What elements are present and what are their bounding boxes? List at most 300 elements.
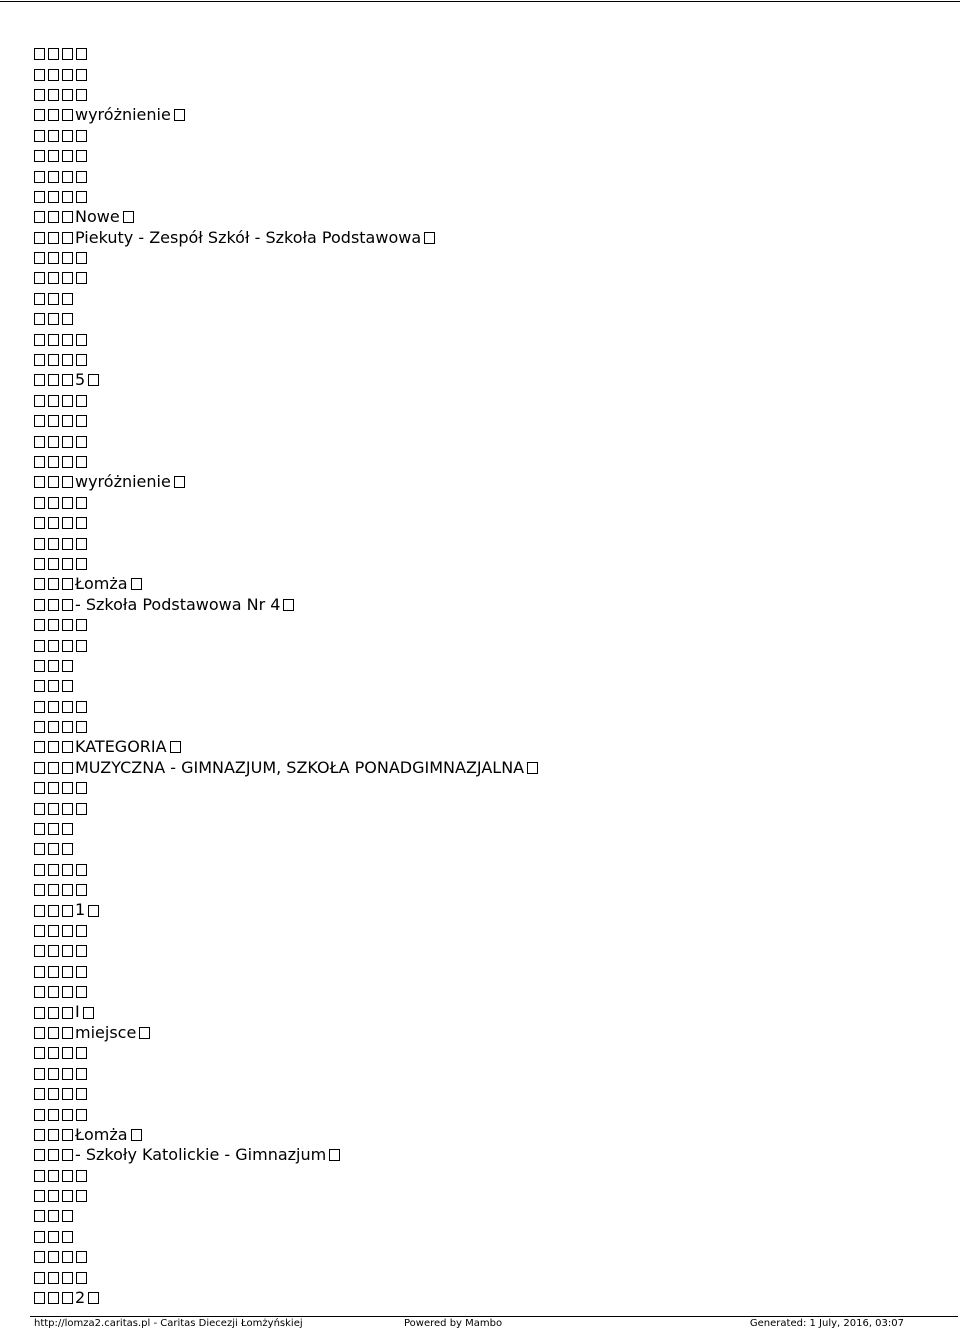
missing-glyph-box-icon (34, 741, 45, 753)
missing-glyph-box-icon (424, 232, 435, 244)
missing-glyph-box-icon (34, 1047, 45, 1059)
missing-glyph-box-icon (62, 762, 73, 774)
missing-glyph-box-icon (34, 762, 45, 774)
missing-glyph-box-icon (34, 660, 45, 672)
missing-glyph-box-icon (76, 864, 87, 876)
missing-glyph-box-icon (62, 701, 73, 713)
missing-glyph-box-icon (62, 1047, 73, 1059)
missing-glyph-box-icon (48, 1251, 59, 1263)
missing-glyph-box-icon (34, 1251, 45, 1263)
text-line (34, 350, 541, 370)
missing-glyph-box-icon (48, 1292, 59, 1304)
missing-glyph-box-icon (48, 945, 59, 957)
missing-glyph-box-icon (34, 1068, 45, 1080)
text-line (34, 656, 541, 676)
missing-glyph-box-icon (48, 211, 59, 223)
missing-glyph-box-icon (48, 925, 59, 937)
missing-glyph-box-icon (88, 1292, 99, 1304)
missing-glyph-box-icon (48, 395, 59, 407)
text-line (34, 860, 541, 880)
text-line (34, 411, 541, 431)
missing-glyph-box-icon (76, 395, 87, 407)
missing-glyph-box-icon (48, 966, 59, 978)
missing-glyph-box-icon (62, 109, 73, 121)
missing-glyph-box-icon (170, 741, 181, 753)
missing-glyph-box-icon (34, 1109, 45, 1121)
line-text: Łomża (75, 574, 128, 594)
missing-glyph-box-icon (76, 986, 87, 998)
missing-glyph-box-icon (76, 191, 87, 203)
missing-glyph-box-icon (62, 640, 73, 652)
text-line (34, 880, 541, 900)
document-body (34, 44, 541, 1308)
missing-glyph-box-icon (34, 986, 45, 998)
missing-glyph-box-icon (34, 578, 45, 590)
text-line (34, 391, 541, 411)
text-line (34, 839, 541, 859)
text-line (34, 309, 541, 329)
text-line (34, 737, 541, 757)
missing-glyph-box-icon (48, 313, 59, 325)
missing-glyph-box-icon (34, 313, 45, 325)
missing-glyph-box-icon (62, 476, 73, 488)
missing-glyph-box-icon (34, 701, 45, 713)
missing-glyph-box-icon (62, 1088, 73, 1100)
missing-glyph-box-icon (62, 293, 73, 305)
missing-glyph-box-icon (76, 497, 87, 509)
missing-glyph-box-icon (48, 374, 59, 386)
page-footer (34, 1318, 904, 1330)
missing-glyph-box-icon (48, 1047, 59, 1059)
line-text: KATEGORIA (75, 737, 167, 757)
missing-glyph-box-icon (34, 1007, 45, 1019)
missing-glyph-box-icon (62, 538, 73, 550)
missing-glyph-box-icon (34, 415, 45, 427)
missing-glyph-box-icon (34, 721, 45, 733)
missing-glyph-box-icon (48, 436, 59, 448)
missing-glyph-box-icon (62, 599, 73, 611)
missing-glyph-box-icon (76, 538, 87, 550)
missing-glyph-box-icon (48, 171, 59, 183)
missing-glyph-box-icon (62, 782, 73, 794)
missing-glyph-box-icon (83, 1007, 94, 1019)
footer-powered-by: Powered by Mambo (404, 1318, 503, 1329)
missing-glyph-box-icon (34, 803, 45, 815)
missing-glyph-box-icon (76, 640, 87, 652)
text-line (34, 493, 541, 513)
missing-glyph-box-icon (62, 986, 73, 998)
missing-glyph-box-icon (48, 476, 59, 488)
text-line (34, 1002, 541, 1022)
missing-glyph-box-icon (34, 456, 45, 468)
missing-glyph-box-icon (62, 1007, 73, 1019)
missing-glyph-box-icon (48, 701, 59, 713)
missing-glyph-box-icon (34, 1088, 45, 1100)
footer-rule (30, 1316, 958, 1317)
text-line (34, 697, 541, 717)
text-line (34, 1125, 541, 1145)
missing-glyph-box-icon (62, 89, 73, 101)
text-line (34, 187, 541, 207)
missing-glyph-box-icon (76, 1068, 87, 1080)
text-line (34, 798, 541, 818)
text-line (34, 1186, 541, 1206)
line-text: wyróżnienie (75, 472, 171, 492)
text-line (34, 431, 541, 451)
missing-glyph-box-icon (76, 415, 87, 427)
missing-glyph-box-icon (62, 313, 73, 325)
text-line (34, 941, 541, 961)
missing-glyph-box-icon (34, 436, 45, 448)
missing-glyph-box-icon (62, 966, 73, 978)
missing-glyph-box-icon (76, 150, 87, 162)
missing-glyph-box-icon (48, 558, 59, 570)
missing-glyph-box-icon (48, 69, 59, 81)
text-line (34, 900, 541, 920)
missing-glyph-box-icon (76, 1047, 87, 1059)
missing-glyph-box-icon (76, 69, 87, 81)
missing-glyph-box-icon (48, 640, 59, 652)
missing-glyph-box-icon (34, 354, 45, 366)
top-rule (0, 1, 960, 2)
missing-glyph-box-icon (48, 741, 59, 753)
missing-glyph-box-icon (48, 497, 59, 509)
missing-glyph-box-icon (76, 89, 87, 101)
missing-glyph-box-icon (34, 1149, 45, 1161)
text-line (34, 615, 541, 635)
missing-glyph-box-icon (329, 1149, 340, 1161)
missing-glyph-box-icon (48, 843, 59, 855)
text-line (34, 1023, 541, 1043)
missing-glyph-box-icon (76, 1170, 87, 1182)
missing-glyph-box-icon (34, 109, 45, 121)
text-line (34, 452, 541, 472)
text-line (34, 1084, 541, 1104)
text-line (34, 717, 541, 737)
missing-glyph-box-icon (48, 538, 59, 550)
missing-glyph-box-icon (48, 823, 59, 835)
missing-glyph-box-icon (48, 680, 59, 692)
missing-glyph-box-icon (76, 1088, 87, 1100)
missing-glyph-box-icon (62, 741, 73, 753)
missing-glyph-box-icon (34, 1272, 45, 1284)
text-line (34, 1145, 541, 1165)
missing-glyph-box-icon (34, 1129, 45, 1141)
text-line (34, 1206, 541, 1226)
missing-glyph-box-icon (34, 150, 45, 162)
missing-glyph-box-icon (48, 1007, 59, 1019)
missing-glyph-box-icon (62, 272, 73, 284)
missing-glyph-box-icon (62, 517, 73, 529)
missing-glyph-box-icon (34, 1027, 45, 1039)
footer-generated-date: Generated: 1 July, 2016, 03:07 (749, 1318, 904, 1329)
missing-glyph-box-icon (48, 48, 59, 60)
missing-glyph-box-icon (62, 905, 73, 917)
missing-glyph-box-icon (48, 150, 59, 162)
missing-glyph-box-icon (34, 925, 45, 937)
missing-glyph-box-icon (48, 1190, 59, 1202)
missing-glyph-box-icon (62, 395, 73, 407)
missing-glyph-box-icon (62, 864, 73, 876)
text-line (34, 370, 541, 390)
text-line (34, 268, 541, 288)
text-line (34, 574, 541, 594)
missing-glyph-box-icon (131, 1129, 142, 1141)
text-line (34, 595, 541, 615)
missing-glyph-box-icon (48, 884, 59, 896)
missing-glyph-box-icon (76, 558, 87, 570)
missing-glyph-box-icon (34, 884, 45, 896)
missing-glyph-box-icon (76, 1190, 87, 1202)
missing-glyph-box-icon (48, 293, 59, 305)
text-line (34, 1104, 541, 1124)
missing-glyph-box-icon (34, 69, 45, 81)
missing-glyph-box-icon (76, 130, 87, 142)
text-line (34, 635, 541, 655)
text-line (34, 289, 541, 309)
missing-glyph-box-icon (34, 334, 45, 346)
missing-glyph-box-icon (76, 334, 87, 346)
text-line (34, 676, 541, 696)
missing-glyph-box-icon (76, 456, 87, 468)
text-line (34, 85, 541, 105)
missing-glyph-box-icon (123, 211, 134, 223)
missing-glyph-box-icon (62, 1251, 73, 1263)
missing-glyph-box-icon (88, 374, 99, 386)
missing-glyph-box-icon (48, 599, 59, 611)
missing-glyph-box-icon (62, 232, 73, 244)
missing-glyph-box-icon (48, 1231, 59, 1243)
missing-glyph-box-icon (76, 701, 87, 713)
missing-glyph-box-icon (62, 1170, 73, 1182)
missing-glyph-box-icon (62, 1292, 73, 1304)
missing-glyph-box-icon (48, 415, 59, 427)
missing-glyph-box-icon (48, 109, 59, 121)
missing-glyph-box-icon (76, 436, 87, 448)
missing-glyph-box-icon (34, 191, 45, 203)
missing-glyph-box-icon (131, 578, 142, 590)
missing-glyph-box-icon (34, 1190, 45, 1202)
text-line (34, 146, 541, 166)
missing-glyph-box-icon (76, 803, 87, 815)
missing-glyph-box-icon (48, 456, 59, 468)
text-line (34, 1165, 541, 1185)
missing-glyph-box-icon (34, 272, 45, 284)
missing-glyph-box-icon (62, 374, 73, 386)
text-line (34, 513, 541, 533)
missing-glyph-box-icon (48, 1027, 59, 1039)
missing-glyph-box-icon (48, 721, 59, 733)
missing-glyph-box-icon (62, 803, 73, 815)
missing-glyph-box-icon (34, 905, 45, 917)
missing-glyph-box-icon (62, 1190, 73, 1202)
missing-glyph-box-icon (62, 436, 73, 448)
missing-glyph-box-icon (76, 517, 87, 529)
footer-site-url[interactable]: http://lomza2.caritas.pl - Caritas Diecezji Łomżyńskiej (34, 1318, 303, 1329)
missing-glyph-box-icon (62, 48, 73, 60)
missing-glyph-box-icon (34, 558, 45, 570)
missing-glyph-box-icon (76, 1251, 87, 1263)
missing-glyph-box-icon (76, 782, 87, 794)
text-line (34, 207, 541, 227)
missing-glyph-box-icon (48, 1272, 59, 1284)
missing-glyph-box-icon (62, 823, 73, 835)
missing-glyph-box-icon (62, 334, 73, 346)
text-line (34, 1247, 541, 1267)
missing-glyph-box-icon (48, 130, 59, 142)
missing-glyph-box-icon (48, 762, 59, 774)
missing-glyph-box-icon (34, 476, 45, 488)
missing-glyph-box-icon (62, 415, 73, 427)
missing-glyph-box-icon (62, 497, 73, 509)
missing-glyph-box-icon (48, 905, 59, 917)
missing-glyph-box-icon (34, 864, 45, 876)
missing-glyph-box-icon (48, 191, 59, 203)
missing-glyph-box-icon (48, 272, 59, 284)
missing-glyph-box-icon (34, 843, 45, 855)
missing-glyph-box-icon (34, 232, 45, 244)
missing-glyph-box-icon (34, 1210, 45, 1222)
missing-glyph-box-icon (62, 843, 73, 855)
text-line (34, 166, 541, 186)
line-text: I (75, 1002, 80, 1022)
missing-glyph-box-icon (34, 640, 45, 652)
text-line (34, 1288, 541, 1308)
missing-glyph-box-icon (34, 945, 45, 957)
missing-glyph-box-icon (48, 1129, 59, 1141)
missing-glyph-box-icon (34, 1170, 45, 1182)
missing-glyph-box-icon (34, 89, 45, 101)
text-line (34, 228, 541, 248)
missing-glyph-box-icon (62, 1129, 73, 1141)
text-line (34, 758, 541, 778)
missing-glyph-box-icon (62, 211, 73, 223)
missing-glyph-box-icon (62, 1149, 73, 1161)
missing-glyph-box-icon (76, 925, 87, 937)
missing-glyph-box-icon (62, 150, 73, 162)
line-text: - Szkoły Katolickie - Gimnazjum (75, 1145, 327, 1165)
missing-glyph-box-icon (76, 966, 87, 978)
text-line (34, 533, 541, 553)
missing-glyph-box-icon (34, 48, 45, 60)
text-line (34, 554, 541, 574)
missing-glyph-box-icon (48, 1088, 59, 1100)
line-text: Piekuty - Zespół Szkół - Szkoła Podstawowa (75, 227, 422, 247)
missing-glyph-box-icon (48, 517, 59, 529)
missing-glyph-box-icon (283, 599, 294, 611)
missing-glyph-box-icon (48, 1149, 59, 1161)
missing-glyph-box-icon (34, 680, 45, 692)
text-line (34, 921, 541, 941)
missing-glyph-box-icon (34, 252, 45, 264)
missing-glyph-box-icon (34, 171, 45, 183)
text-line (34, 105, 541, 125)
missing-glyph-box-icon (62, 925, 73, 937)
missing-glyph-box-icon (62, 884, 73, 896)
missing-glyph-box-icon (34, 823, 45, 835)
missing-glyph-box-icon (62, 1210, 73, 1222)
missing-glyph-box-icon (62, 619, 73, 631)
missing-glyph-box-icon (76, 1272, 87, 1284)
text-line (34, 962, 541, 982)
missing-glyph-box-icon (62, 1231, 73, 1243)
missing-glyph-box-icon (174, 476, 185, 488)
missing-glyph-box-icon (62, 945, 73, 957)
missing-glyph-box-icon (48, 334, 59, 346)
text-line (34, 329, 541, 349)
missing-glyph-box-icon (62, 171, 73, 183)
text-line (34, 778, 541, 798)
missing-glyph-box-icon (174, 109, 185, 121)
missing-glyph-box-icon (48, 1109, 59, 1121)
text-line (34, 126, 541, 146)
line-text: - Szkoła Podstawowa Nr 4 (75, 594, 281, 614)
missing-glyph-box-icon (48, 864, 59, 876)
missing-glyph-box-icon (62, 680, 73, 692)
text-line (34, 472, 541, 492)
missing-glyph-box-icon (34, 538, 45, 550)
line-text: Nowe (75, 207, 120, 227)
missing-glyph-box-icon (76, 721, 87, 733)
missing-glyph-box-icon (48, 232, 59, 244)
missing-glyph-box-icon (62, 1027, 73, 1039)
missing-glyph-box-icon (88, 905, 99, 917)
text-line (34, 819, 541, 839)
missing-glyph-box-icon (76, 354, 87, 366)
missing-glyph-box-icon (48, 1210, 59, 1222)
missing-glyph-box-icon (76, 252, 87, 264)
line-text: 5 (75, 370, 86, 390)
missing-glyph-box-icon (76, 48, 87, 60)
missing-glyph-box-icon (62, 69, 73, 81)
missing-glyph-box-icon (76, 619, 87, 631)
line-text: Łomża (75, 1124, 128, 1144)
line-text: 1 (75, 900, 86, 920)
line-text: MUZYCZNA - GIMNAZJUM, SZKOŁA PONADGIMNAZJALNA (75, 757, 525, 777)
missing-glyph-box-icon (62, 558, 73, 570)
missing-glyph-box-icon (62, 578, 73, 590)
missing-glyph-box-icon (139, 1027, 150, 1039)
text-line (34, 982, 541, 1002)
missing-glyph-box-icon (62, 456, 73, 468)
missing-glyph-box-icon (48, 986, 59, 998)
missing-glyph-box-icon (48, 660, 59, 672)
missing-glyph-box-icon (48, 782, 59, 794)
missing-glyph-box-icon (48, 803, 59, 815)
missing-glyph-box-icon (76, 945, 87, 957)
missing-glyph-box-icon (34, 1292, 45, 1304)
missing-glyph-box-icon (76, 171, 87, 183)
missing-glyph-box-icon (48, 354, 59, 366)
missing-glyph-box-icon (34, 497, 45, 509)
missing-glyph-box-icon (48, 578, 59, 590)
missing-glyph-box-icon (34, 619, 45, 631)
missing-glyph-box-icon (34, 395, 45, 407)
missing-glyph-box-icon (48, 1170, 59, 1182)
missing-glyph-box-icon (62, 721, 73, 733)
text-line (34, 1043, 541, 1063)
missing-glyph-box-icon (62, 1068, 73, 1080)
missing-glyph-box-icon (62, 130, 73, 142)
text-line (34, 1267, 541, 1287)
missing-glyph-box-icon (48, 89, 59, 101)
missing-glyph-box-icon (34, 130, 45, 142)
missing-glyph-box-icon (48, 252, 59, 264)
text-line (34, 64, 541, 84)
missing-glyph-box-icon (62, 191, 73, 203)
missing-glyph-box-icon (76, 884, 87, 896)
missing-glyph-box-icon (62, 354, 73, 366)
